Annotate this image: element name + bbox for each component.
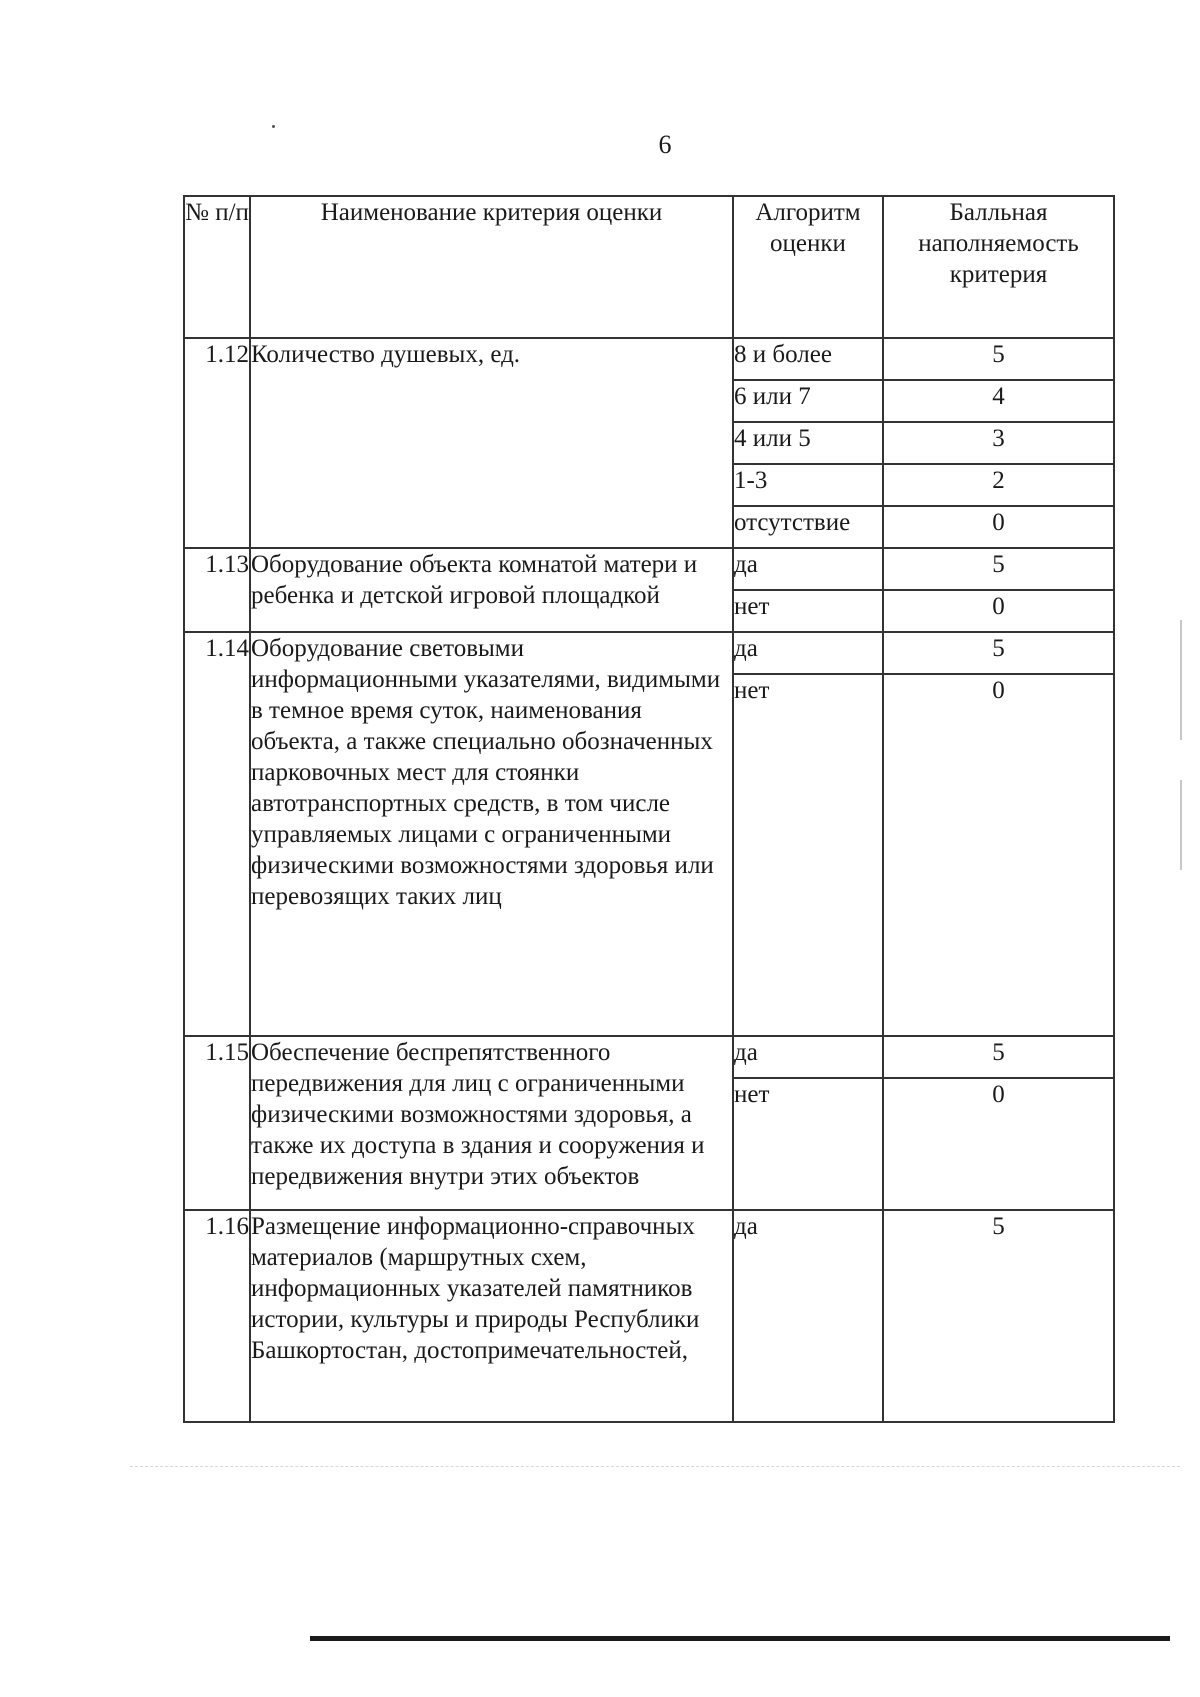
table-row — [184, 548, 1114, 590]
row-number: 1.12 — [184, 338, 250, 548]
algorithm-cell: нет — [733, 674, 883, 1036]
algorithm-cell: 8 и более — [733, 338, 883, 380]
points-cell: 5 — [883, 548, 1114, 590]
table-row — [184, 1036, 1114, 1078]
row-number: 1.13 — [184, 548, 250, 632]
algorithm-cell: да — [733, 632, 883, 674]
points-cell: 5 — [883, 1036, 1114, 1078]
row-number: 1.15 — [184, 1036, 250, 1210]
points-cell: 3 — [883, 422, 1114, 464]
header-name: Наименование критерия оценки — [250, 196, 733, 338]
scan-margin-mark — [1180, 780, 1182, 870]
points-cell: 5 — [883, 632, 1114, 674]
algorithm-cell: 1-3 — [733, 464, 883, 506]
criteria-table — [183, 195, 1115, 1423]
algorithm-cell: да — [733, 1036, 883, 1078]
scan-artifact-line — [130, 1466, 1180, 1468]
table-header-row — [184, 196, 1114, 338]
row-number: 1.14 — [184, 632, 250, 1036]
criterion-name: Обеспечение беспрепятственного передвижения для лиц с ограниченными физическими возможностями здоровья, а также их доступа в здания и сооружения и передвижения внутри этих объектов — [250, 1036, 733, 1210]
table-row — [184, 1210, 1114, 1422]
points-cell: 2 — [883, 464, 1114, 506]
criterion-name: Оборудование объекта комнатой матери и ребенка и детской игровой площадкой — [250, 548, 733, 632]
algorithm-cell: нет — [733, 590, 883, 632]
bottom-rule — [310, 1636, 1170, 1641]
points-cell: 0 — [883, 1078, 1114, 1210]
criterion-name: Размещение информационно-справочных материалов (маршрутных схем, информационных указателей памятников истории, культуры и природы Республики Башкортостан, достопримечательностей, — [250, 1210, 733, 1422]
table-row — [184, 632, 1114, 674]
points-cell: 4 — [883, 380, 1114, 422]
points-cell: 5 — [883, 338, 1114, 380]
page-number: 6 — [658, 130, 672, 159]
algorithm-cell: отсутствие — [733, 506, 883, 548]
algorithm-cell: 6 или 7 — [733, 380, 883, 422]
scan-speck — [272, 125, 275, 128]
algorithm-cell: нет — [733, 1078, 883, 1210]
points-cell: 0 — [883, 674, 1114, 1036]
algorithm-cell: да — [733, 548, 883, 590]
row-number: 1.16 — [184, 1210, 250, 1422]
points-cell: 0 — [883, 506, 1114, 548]
header-points: Балльная наполняемость критерия — [883, 196, 1114, 338]
algorithm-cell: 4 или 5 — [733, 422, 883, 464]
criterion-name: Количество душевых, ед. — [250, 338, 733, 548]
algorithm-cell: да — [733, 1210, 883, 1422]
header-num: № п/п — [184, 196, 250, 338]
header-algorithm: Алгоритм оценки — [733, 196, 883, 338]
table-row — [184, 338, 1114, 380]
points-cell: 0 — [883, 590, 1114, 632]
scan-margin-mark — [1180, 620, 1182, 740]
points-cell: 5 — [883, 1210, 1114, 1422]
criterion-name: Оборудование световыми информационными указателями, видимыми в темное время суток, наименования объекта, а также специально обозначенных парковочных мест для стоянки автотранспортных средств, в том числе управляемых лицами с ограниченными физическими возможностями здоровья или перевозящих таких лиц — [250, 632, 733, 1036]
